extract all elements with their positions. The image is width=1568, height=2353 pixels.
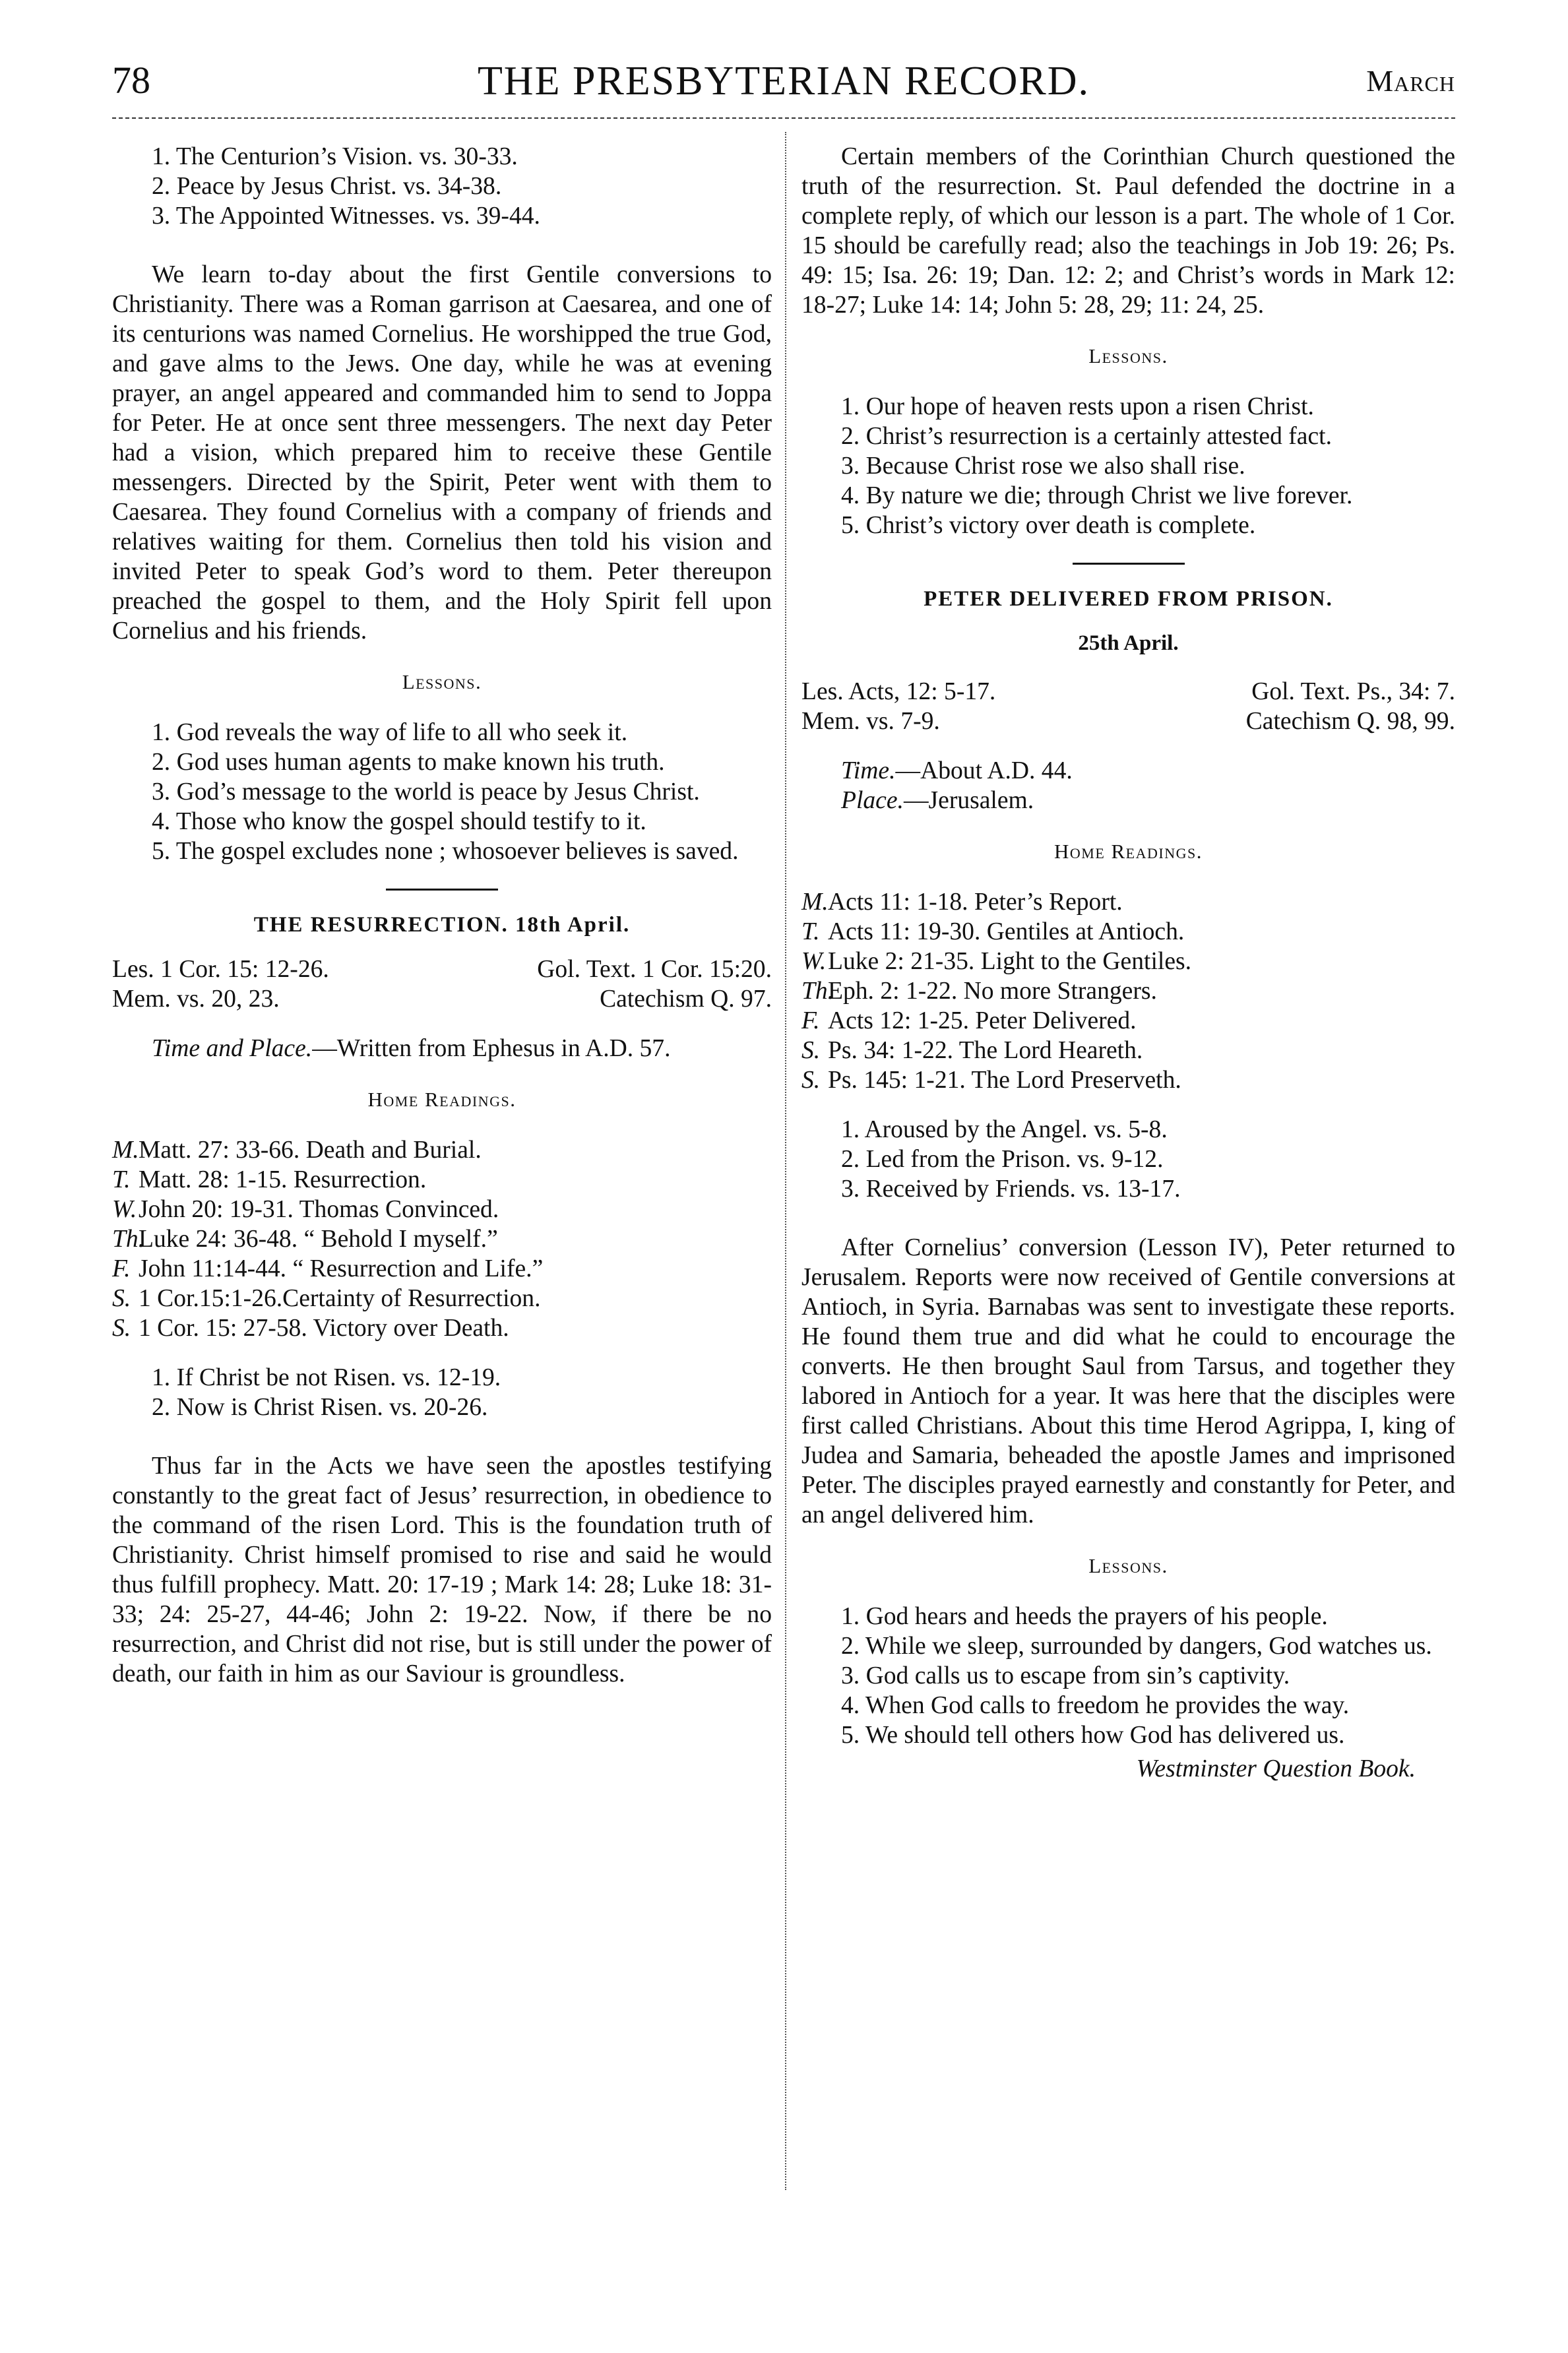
golden-text: Gol. Text. Ps., 34: 7. xyxy=(1251,678,1455,705)
reading-text: Acts 11: 19-30. Gentiles at Antioch. xyxy=(828,918,1185,945)
lessons-heading: Lessons. xyxy=(1088,344,1168,367)
outline-item: 1. If Christ be not Risen. vs. 12-19. xyxy=(152,1364,501,1391)
lesson-paragraph: We learn to-day about the first Gentile conversions to Christianity. There was a Roman garrison at Caesarea, and one of its centurions was named Cornelius. He worshipped the true God, and gave alms to the Jews. One day, while he was at evening prayer, an angel appeared and commanded him to send to Joppa for Peter. He at once sent three messengers. The next day Peter had a vision, which prepared him to receive these Gentile messengers. Directed by the Spirit, Peter went with them to Caesarea. They found Cornelius with a company of friends and relatives waiting for them. Cornelius then told his vision and invited Peter to speak God’s word to them. Peter thereupon preached the gospel to them, and the Holy Spirit fell upon Cornelius and his friends. xyxy=(112,261,772,644)
lessons-heading: Lessons. xyxy=(1088,1554,1168,1577)
reading-row xyxy=(112,1195,772,1224)
outline-list xyxy=(112,1363,772,1422)
lesson-references xyxy=(801,706,1455,736)
section-rule xyxy=(386,889,498,891)
lesson-place xyxy=(801,786,1455,815)
lesson-point: 3. Because Christ rose we also shall rise. xyxy=(841,453,1245,480)
place-text: —Jerusalem. xyxy=(903,787,1034,814)
column-divider xyxy=(785,132,786,2190)
outline-item: 2. Led from the Prison. vs. 9-12. xyxy=(841,1146,1164,1173)
reading-text: Luke 2: 21-35. Light to the Gentiles. xyxy=(828,948,1192,975)
page-number: 78 xyxy=(112,59,150,102)
time-text: —About A.D. 44. xyxy=(895,757,1073,784)
lesson-point: 4. Those who know the gospel should testify to it. xyxy=(152,808,646,835)
reading-day: S. xyxy=(112,1315,131,1342)
reading-day: S. xyxy=(801,1037,821,1064)
reading-day: F. xyxy=(112,1255,131,1282)
place-label: Place. xyxy=(841,787,904,814)
lesson-reference: Les. Acts, 12: 5-17. xyxy=(801,678,996,705)
outline-item: 2. Peace by Jesus Christ. vs. 34-38. xyxy=(152,173,502,200)
reading-day: W. xyxy=(801,948,827,975)
lesson-paragraph: Certain members of the Corinthian Church questioned the truth of the resurrection. St. Paul defended the doctrine in a complete reply, of which our lesson is a part. The whole of 1 Cor. 15 should be carefully read; also the teachings in Job 19: 26; Ps. 49: 15; Isa. 26: 19; Dan. 12: 2; and Christ’s words in Mark 12: 18-27; Luke 14: 14; John 5: 28, 29; 11: 24, 25. xyxy=(801,143,1455,319)
reading-day: F. xyxy=(801,1007,820,1034)
lesson-point: 3. God’s message to the world is peace by Jesus Christ. xyxy=(152,778,700,805)
outline-list xyxy=(112,142,772,231)
lesson-references xyxy=(112,984,772,1014)
reading-text: Eph. 2: 1-22. No more Strangers. xyxy=(828,978,1157,1005)
reading-day: M. xyxy=(112,1137,139,1164)
reading-row xyxy=(801,917,1455,947)
lesson-paragraph: After Cornelius’ conversion (Lesson IV), Peter returned to Jerusalem. Reports were now received of Gentile conversions at Antioch, in Syria. Barnabas was sent to investigate these reports. He found them true and did what he could to encourage the converts. He then brought Saul from Tarsus, and together they labored in Antioch for a year. It was here that the disciples were first called Christians. About this time Herod Agrippa, I, king of Judea and Samaria, beheaded the apostle James and imprisoned Peter. The disciples prayed earnestly and constantly for Peter, and an angel delivered him. xyxy=(801,1234,1455,1528)
outline-list xyxy=(801,1115,1455,1204)
reading-text: Luke 24: 36-48. “ Behold I myself.” xyxy=(139,1226,498,1253)
lesson-point: 5. We should tell others how God has delivered us. xyxy=(841,1722,1345,1749)
reading-text: Ps. 145: 1-21. The Lord Preserveth. xyxy=(828,1067,1181,1094)
home-readings-list xyxy=(801,887,1455,1095)
reading-text: John 20: 19-31. Thomas Convinced. xyxy=(139,1196,499,1223)
lesson-point: 1. God reveals the way of life to all who seek it. xyxy=(152,719,628,746)
reading-row xyxy=(112,1135,772,1165)
lesson-reference: Les. 1 Cor. 15: 12-26. xyxy=(112,956,329,983)
outline-item: 1. The Centurion’s Vision. vs. 30-33. xyxy=(152,143,518,170)
home-readings-list xyxy=(112,1135,772,1343)
reading-row xyxy=(112,1313,772,1343)
catechism: Catechism Q. 98, 99. xyxy=(1245,708,1455,735)
time-place-text: —Written from Ephesus in A.D. 57. xyxy=(312,1035,671,1062)
page-header xyxy=(112,58,1455,111)
outline-item: 1. Aroused by the Angel. vs. 5-8. xyxy=(841,1116,1168,1143)
golden-text: Gol. Text. 1 Cor. 15:20. xyxy=(537,956,772,983)
time-label: Time. xyxy=(841,757,896,784)
source-attribution: Westminster Question Book. xyxy=(1136,1755,1416,1782)
lessons-heading: Lessons. xyxy=(402,670,482,693)
lesson-references xyxy=(112,955,772,984)
outline-item: 3. Received by Friends. vs. 13-17. xyxy=(841,1176,1181,1203)
lessons-list xyxy=(112,718,772,866)
section-rule xyxy=(1073,563,1185,565)
lesson-paragraph: Thus far in the Acts we have seen the apostles testifying constantly to the great fact of Jesus’ resurrection, in obedience to the command of the risen Lord. This is the foundation truth of Christianity. Christ himself promised to rise and said he would thus fulfill prophecy. Matt. 20: 17-19 ; Mark 14: 28; Luke 18: 31-33; 24: 25-27, 44-46; John 2: 19-22. Now, if there be no resurrection, and Christ did not rise, but is still under the power of death, our faith in him as our Saviour is groundless. xyxy=(112,1453,772,1687)
outline-item: 3. The Appointed Witnesses. vs. 39-44. xyxy=(152,203,540,230)
reading-day: S. xyxy=(801,1067,821,1094)
reading-row xyxy=(801,1036,1455,1065)
lesson-point: 2. While we sleep, surrounded by dangers, God watches us. xyxy=(841,1633,1432,1660)
lesson-time xyxy=(801,756,1455,786)
reading-text: Ps. 34: 1-22. The Lord Heareth. xyxy=(828,1037,1143,1064)
lesson-point: 5. Christ’s victory over death is complete. xyxy=(841,512,1256,539)
lesson-point: 1. Our hope of heaven rests upon a risen Christ. xyxy=(841,393,1314,420)
reading-text: Acts 12: 1-25. Peter Delivered. xyxy=(828,1007,1137,1034)
reading-row xyxy=(801,887,1455,917)
reading-day: Th. xyxy=(801,978,834,1005)
catechism: Catechism Q. 97. xyxy=(600,986,772,1013)
running-month: March xyxy=(1366,64,1455,98)
reading-row xyxy=(801,976,1455,1006)
reading-row xyxy=(801,1065,1455,1095)
reading-row xyxy=(801,1006,1455,1036)
reading-text: John 11:14-44. “ Resurrection and Life.” xyxy=(139,1255,544,1282)
running-title: THE PRESBYTERIAN RECORD. xyxy=(477,59,1090,104)
lesson-point: 4. By nature we die; through Christ we live forever. xyxy=(841,482,1353,509)
reading-row xyxy=(801,947,1455,976)
lesson-point: 2. God uses human agents to make known his truth. xyxy=(152,749,665,776)
reading-row xyxy=(112,1284,772,1313)
lessons-list xyxy=(801,392,1455,540)
section-heading: PETER DELIVERED FROM PRISON. xyxy=(924,587,1333,611)
section-heading: THE RESURRECTION. 18th April. xyxy=(253,913,631,937)
reading-day: S. xyxy=(112,1285,131,1312)
left-column xyxy=(112,142,772,1689)
reading-day: M. xyxy=(801,889,829,916)
header-rule xyxy=(112,117,1455,119)
home-readings-heading: Home Readings. xyxy=(1053,840,1203,863)
lesson-references xyxy=(801,677,1455,706)
reading-text: 1 Cor. 15: 27-58. Victory over Death. xyxy=(139,1315,509,1342)
lesson-point: 4. When God calls to freedom he provides the way. xyxy=(841,1692,1350,1719)
reading-row xyxy=(112,1165,772,1195)
memory-verses: Mem. vs. 7-9. xyxy=(801,708,940,735)
lessons-list xyxy=(801,1602,1455,1750)
right-column xyxy=(801,142,1455,1809)
home-readings-heading: Home Readings. xyxy=(367,1088,517,1111)
time-place-label: Time and Place. xyxy=(152,1035,313,1062)
reading-day: T. xyxy=(801,918,820,945)
section-date: 25th April. xyxy=(1078,631,1179,655)
reading-text: Acts 11: 1-18. Peter’s Report. xyxy=(828,889,1123,916)
reading-row xyxy=(112,1254,772,1284)
reading-day: T. xyxy=(112,1166,131,1193)
reading-text: Matt. 27: 33-66. Death and Burial. xyxy=(139,1137,482,1164)
lesson-point: 3. God calls us to escape from sin’s captivity. xyxy=(841,1662,1290,1689)
reading-row xyxy=(112,1224,772,1254)
lesson-point: 5. The gospel excludes none ; whosoever believes is saved. xyxy=(152,838,739,865)
outline-item: 2. Now is Christ Risen. vs. 20-26. xyxy=(152,1394,488,1421)
lesson-point: 2. Christ’s resurrection is a certainly attested fact. xyxy=(841,423,1333,450)
reading-day: W. xyxy=(112,1196,137,1223)
memory-verses: Mem. vs. 20, 23. xyxy=(112,986,280,1013)
reading-text: Matt. 28: 1-15. Resurrection. xyxy=(139,1166,427,1193)
lesson-point: 1. God hears and heeds the prayers of his people. xyxy=(841,1603,1328,1630)
reading-day: Th. xyxy=(112,1226,145,1253)
time-and-place xyxy=(112,1034,772,1063)
reading-text: 1 Cor.15:1-26.Certainty of Resurrection. xyxy=(139,1285,541,1312)
